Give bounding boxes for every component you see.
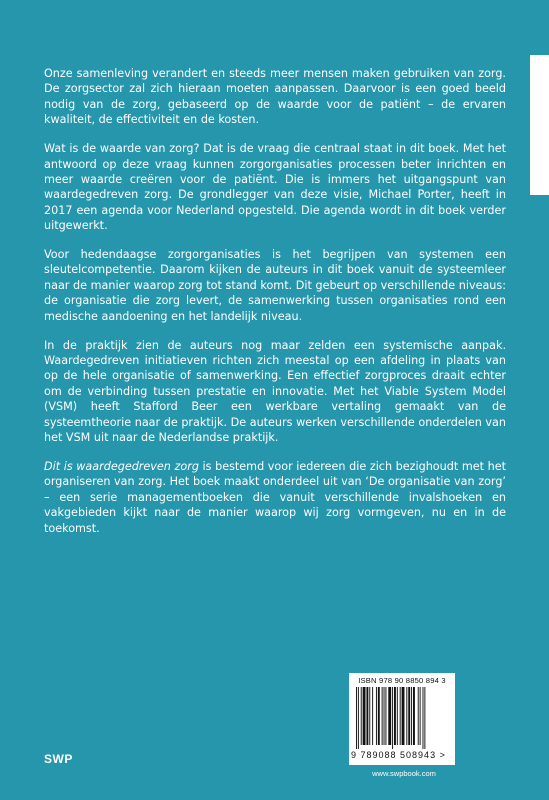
paragraph-5 — [44, 459, 506, 536]
paragraph-3: Voor hedendaagse zorgorganisaties is het begrijpen van systemen een sleutelcompetentie. Daarom kijken de auteurs in dit boek vanuit de systeemleer naar de manier waarop zorg tot stand komt. Dit gebeurt op verschillende niveaus: de organisatie die zorg levert, de samenwerking tussen organisaties rond een medische aandoening en het landelijk niveau. — [44, 248, 506, 323]
blurb-text — [44, 66, 506, 549]
paragraph-4: In de praktijk zien de auteurs nog maar zelden een systemische aanpak. Waardegedreven initiatieven richten zich meestal op een afdeling in plaats van op de hele organisatie of samenwerking. Een effectief zorgproces draait echter om de verbinding tussen prestatie en innovatie. Met het Viable System Model (VSM) heeft Stafford Beer een werkbare vertaling gemaakt van de systeemtheorie naar de praktijk. De auteurs werken verschillende onderdelen van het VSM uit naar de Nederlandse praktijk. — [44, 338, 506, 445]
paragraph-5-text: is bestemd voor iedereen die zich bezighoudt met het organiseren van zorg. Het boek maakt onderdeel uit van ‘De organisatie van zorg’ – een serie managementboeken die vanuit verschillende invalshoeken en vakgebieden kijkt naar de manier waarop wij zorg vormgeven, nu en in de toekomst. — [44, 459, 506, 535]
publisher-website: www.swpbook.com — [372, 769, 436, 778]
isbn-label: ISBN 978 90 8850 894 3 — [358, 676, 446, 685]
spine-tab — [530, 55, 549, 195]
paragraph-2: Wat is de waarde van zorg? Dat is de vraag die centraal staat in dit boek. Met het antwoord op deze vraag kunnen zorgorganisaties processen beter inrichten en meer waarde creëren voor de patiënt. Die is immers het uitgangspunt van waardegedreven zorg. De grondlegger van deze visie, Michael Porter, heeft in 2017 een agenda voor Nederland opgesteld. Die agenda wordt in dit boek verder uitgewerkt. — [44, 142, 506, 233]
barcode-bars — [356, 687, 450, 749]
book-title-italic: Dit is waardegedreven zorg — [44, 459, 199, 473]
publisher-logo: SWP — [44, 752, 73, 766]
barcode — [349, 673, 455, 765]
paragraph-1: Onze samenleving verandert en steeds meer mensen maken gebruiken van zorg. De zorgsector zal zich hieraan moeten aanpassen. Daarvoor is een goed beeld nodig van de zorg, gebaseerd op de waarde voor de patiënt – de ervaren kwaliteit, de effectiviteit en de kosten. — [44, 67, 506, 127]
barcode-digits: 9 789088 508943 > — [351, 750, 446, 760]
